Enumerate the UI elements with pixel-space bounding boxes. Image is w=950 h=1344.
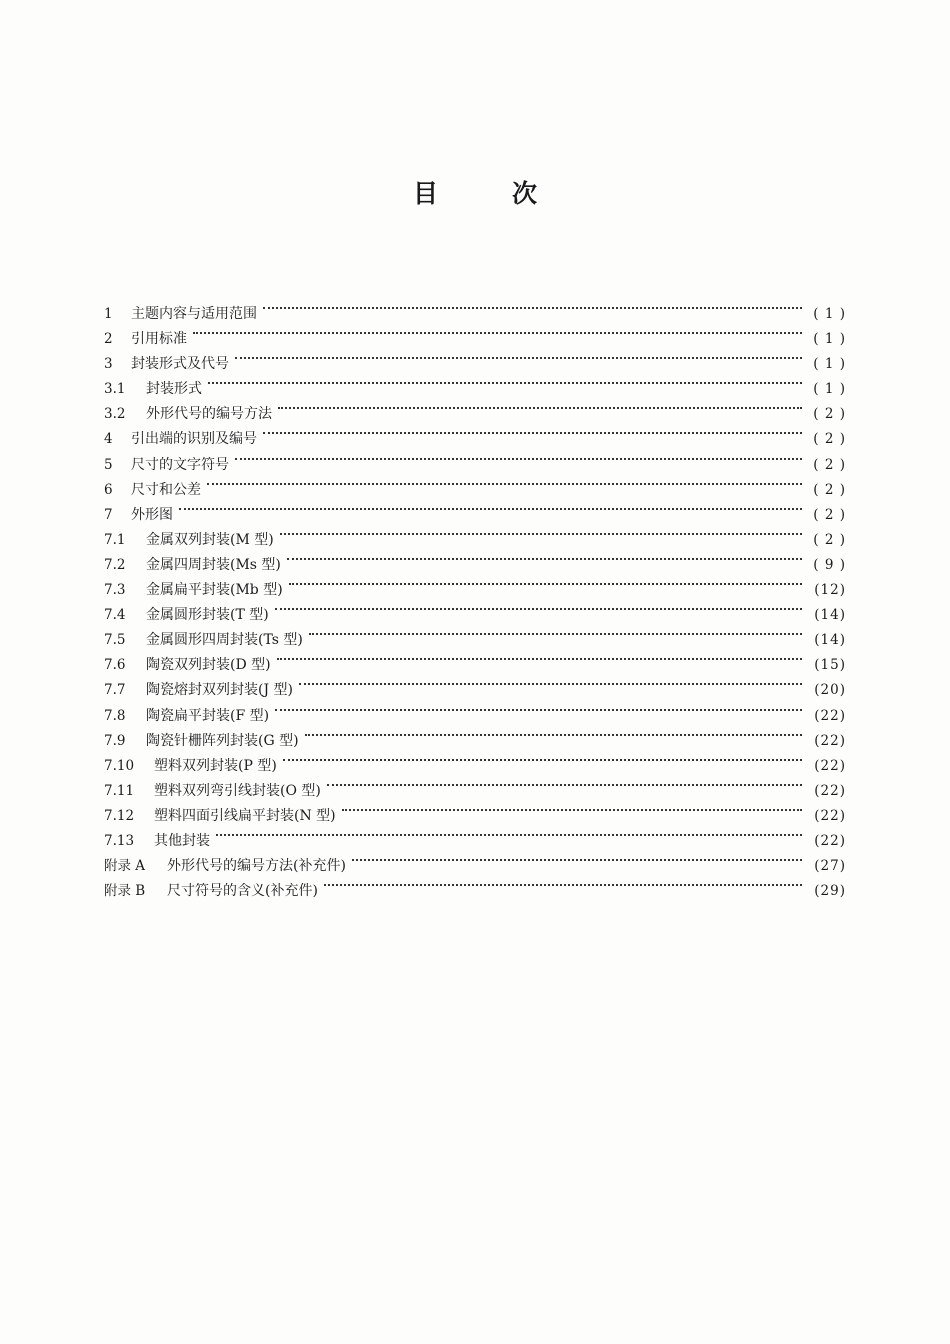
toc-leader-dots	[287, 544, 806, 569]
toc-entry[interactable]	[104, 318, 846, 348]
toc-entry-number: 7.1	[104, 531, 126, 548]
toc-leader-dots	[235, 343, 806, 368]
toc-entry[interactable]	[104, 469, 846, 498]
toc-entry-page: (29)	[814, 883, 846, 900]
toc-entry[interactable]	[104, 519, 846, 548]
toc-entry-page: (22)	[814, 757, 846, 774]
toc-entry-page: (22)	[814, 807, 846, 824]
toc-entry[interactable]	[104, 368, 846, 398]
title-char-2: 次	[512, 179, 538, 208]
page-title	[0, 176, 950, 212]
toc-entry-number: 7	[104, 506, 113, 523]
table-of-contents	[104, 293, 846, 900]
toc-entry-number: 7.2	[104, 556, 126, 573]
toc-entry-number: 7.3	[104, 582, 126, 599]
toc-leader-dots	[277, 644, 806, 669]
toc-entry-number: 附录 B	[104, 883, 146, 900]
toc-leader-dots	[305, 720, 806, 745]
toc-leader-dots	[327, 770, 806, 795]
toc-entry[interactable]	[104, 293, 846, 322]
toc-entry-label: 引出端的识别及编号	[131, 431, 257, 448]
toc-entry-page: ( 2 )	[813, 456, 846, 473]
toc-entry-label: 金属双列封装(M 型)	[146, 531, 274, 548]
toc-entry-number: 7.10	[104, 757, 135, 774]
toc-entry-label: 金属四周封装(Ms 型)	[146, 556, 281, 573]
toc-leader-dots	[207, 469, 806, 494]
toc-entry-number: 7.7	[104, 682, 126, 699]
toc-entry-label: 金属圆形四周封装(Ts 型)	[146, 632, 303, 649]
toc-entry-label: 尺寸和公差	[131, 481, 201, 498]
toc-entry-page: (22)	[814, 832, 846, 849]
toc-entry-page: (14)	[814, 607, 846, 624]
toc-entry-label: 主题内容与适用范围	[131, 306, 257, 322]
toc-entry[interactable]	[104, 820, 846, 849]
toc-entry-page: (14)	[814, 632, 846, 649]
toc-entry-number: 1	[104, 306, 113, 322]
toc-entry-label: 封装形式	[146, 381, 202, 398]
toc-entry[interactable]	[104, 343, 846, 373]
toc-entry-page: ( 2 )	[813, 431, 846, 448]
toc-entry-label: 塑料双列弯引线封装(O 型)	[154, 782, 321, 799]
title-char-1: 目	[412, 179, 438, 208]
toc-entry-page: ( 9 )	[813, 556, 846, 573]
toc-leader-dots	[216, 820, 806, 845]
toc-leader-dots	[299, 669, 806, 694]
toc-entry-page: ( 2 )	[813, 481, 846, 498]
toc-entry[interactable]	[104, 393, 846, 423]
toc-entry-number: 7.11	[104, 782, 135, 799]
toc-entry-number: 7.5	[104, 632, 126, 649]
toc-entry-label: 外形代号的编号方法	[146, 406, 272, 423]
toc-entry-number: 2	[104, 331, 113, 348]
toc-entry-label: 金属扁平封装(Mb 型)	[146, 582, 283, 599]
toc-leader-dots	[278, 393, 806, 418]
toc-leader-dots	[263, 293, 806, 318]
toc-entry-label: 尺寸的文字符号	[131, 456, 229, 473]
toc-leader-dots	[324, 870, 806, 895]
toc-entry-number: 3.1	[104, 381, 126, 398]
toc-leader-dots	[275, 594, 806, 619]
toc-leader-dots	[342, 795, 806, 820]
toc-leader-dots	[208, 368, 806, 393]
toc-entry-number: 3.2	[104, 406, 126, 423]
toc-entry[interactable]	[104, 494, 846, 523]
toc-entry-label: 引用标准	[131, 331, 187, 348]
toc-entry-page: (22)	[814, 782, 846, 799]
toc-leader-dots	[263, 418, 806, 443]
toc-entry-label: 封装形式及代号	[131, 356, 229, 373]
toc-entry-page: ( 2 )	[813, 531, 846, 548]
toc-leader-dots	[275, 695, 806, 720]
toc-entry-number: 4	[104, 431, 113, 448]
toc-entry-page: (22)	[814, 707, 846, 724]
toc-entry-page: (22)	[814, 732, 846, 749]
toc-entry-number: 附录 A	[104, 858, 146, 875]
toc-entry-label: 外形图	[131, 506, 173, 523]
toc-entry-number: 5	[104, 456, 113, 473]
toc-entry-number: 7.6	[104, 657, 126, 674]
toc-entry-page: ( 1 )	[813, 381, 846, 398]
toc-leader-dots	[193, 318, 806, 343]
toc-entry-page: (27)	[814, 858, 846, 875]
toc-leader-dots	[309, 619, 806, 644]
toc-entry-label: 外形代号的编号方法(补充件)	[167, 858, 346, 875]
toc-entry-label: 尺寸符号的含义(补充件)	[167, 883, 318, 900]
toc-leader-dots	[280, 519, 806, 544]
toc-entry-number: 6	[104, 481, 113, 498]
toc-entry-label: 陶瓷针栅阵列封装(G 型)	[146, 732, 299, 749]
toc-leader-dots	[235, 444, 806, 469]
toc-leader-dots	[283, 745, 806, 770]
toc-entry-page: (12)	[814, 582, 846, 599]
toc-entry-label: 陶瓷熔封双列封装(J 型)	[146, 682, 293, 699]
toc-entry-label: 塑料四面引线扁平封装(N 型)	[154, 807, 336, 824]
toc-entry-page: (20)	[814, 682, 846, 699]
toc-entry-label: 塑料双列封装(P 型)	[154, 757, 277, 774]
toc-entry-page: ( 2 )	[813, 506, 846, 523]
toc-entry-label: 其他封装	[154, 832, 210, 849]
toc-entry-number: 7.8	[104, 707, 126, 724]
toc-leader-dots	[179, 494, 806, 519]
toc-entry-label: 金属圆形封装(T 型)	[146, 607, 269, 624]
toc-entry-page: ( 1 )	[813, 306, 846, 322]
toc-leader-dots	[289, 569, 806, 594]
toc-entry-page: (15)	[814, 657, 846, 674]
toc-entry-number: 7.4	[104, 607, 126, 624]
toc-entry-page: ( 1 )	[813, 331, 846, 348]
toc-entry-number: 3	[104, 356, 113, 373]
toc-entry-number: 7.9	[104, 732, 126, 749]
toc-entry-page: ( 2 )	[813, 406, 846, 423]
toc-entry-label: 陶瓷双列封装(D 型)	[146, 657, 271, 674]
toc-entry-number: 7.13	[104, 832, 135, 849]
toc-entry-page: ( 1 )	[813, 356, 846, 373]
toc-leader-dots	[352, 845, 806, 870]
toc-entry-label: 陶瓷扁平封装(F 型)	[146, 707, 270, 724]
toc-entry-number: 7.12	[104, 807, 135, 824]
